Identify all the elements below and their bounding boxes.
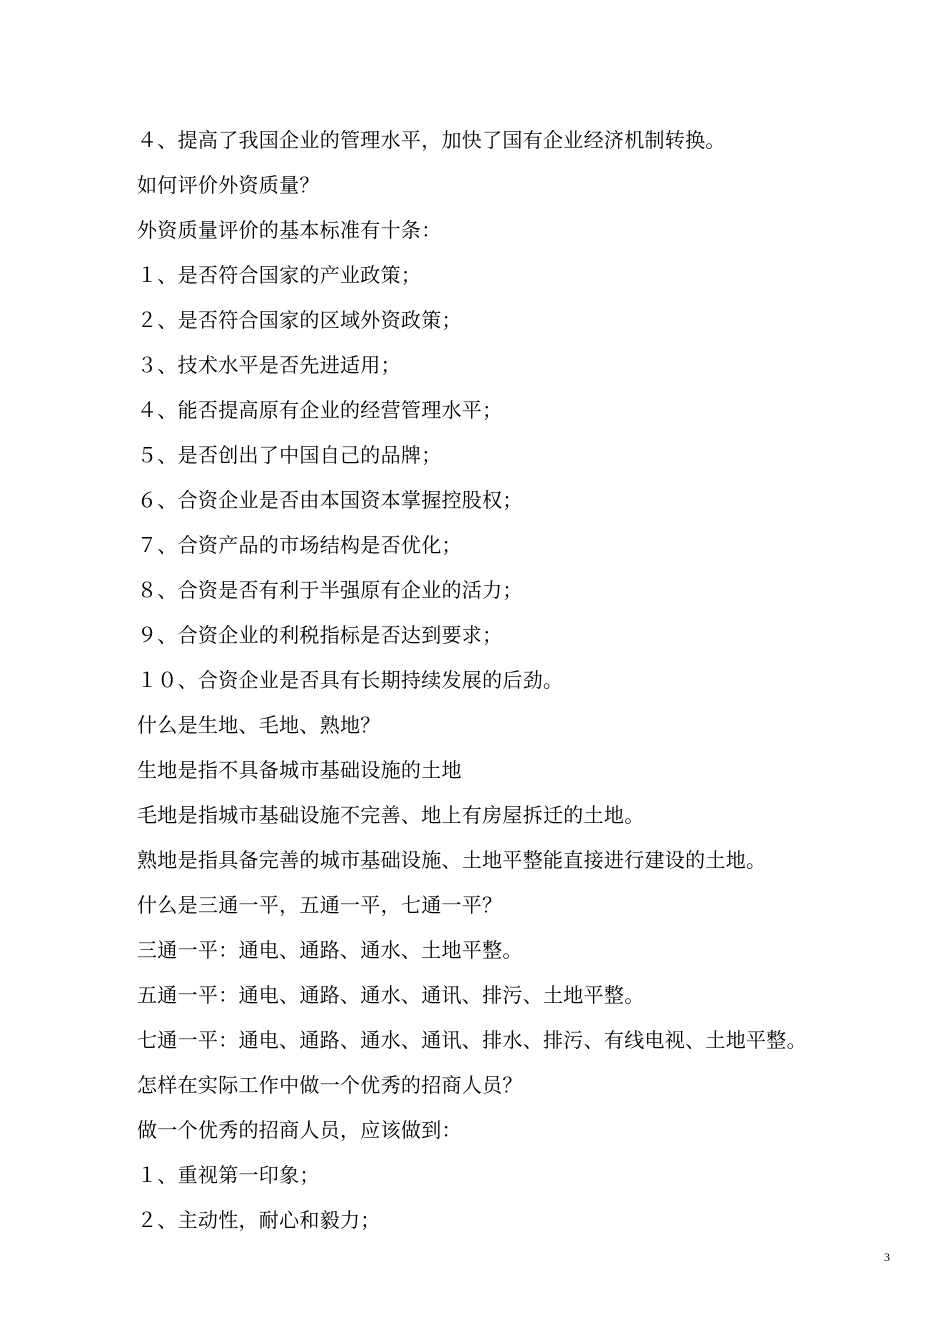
list-item: ２、是否符合国家的区域外资政策；: [137, 308, 462, 332]
list-item: １、是否符合国家的产业政策；: [137, 263, 422, 287]
list-item: ３、技术水平是否先进适用；: [137, 353, 401, 377]
text-line: 毛地是指城市基础设施不完善、地上有房屋拆迁的土地。: [137, 803, 645, 827]
text-line: 生地是指不具备城市基础设施的土地: [137, 758, 462, 782]
document-body: [137, 118, 927, 1243]
list-item: ９、合资企业的利税指标是否达到要求；: [137, 623, 503, 647]
list-item: １、重视第一印象；: [137, 1163, 320, 1187]
text-line: 七通一平：通电、通路、通水、通讯、排水、排污、有线电视、土地平整。: [137, 1028, 807, 1052]
text-line: 三通一平：通电、通路、通水、土地平整。: [137, 938, 523, 962]
text-line: 熟地是指具备完善的城市基础设施、土地平整能直接进行建设的土地。: [137, 848, 767, 872]
list-item: ２、主动性，耐心和毅力；: [137, 1208, 381, 1232]
page-number: 3: [884, 1250, 890, 1264]
list-item: ５、是否创出了中国自己的品牌；: [137, 443, 442, 467]
text-line: 外资质量评价的基本标准有十条：: [137, 218, 442, 242]
list-item: １０、合资企业是否具有长期持续发展的后劲。: [137, 668, 564, 692]
list-item: ４、能否提高原有企业的经营管理水平；: [137, 398, 503, 422]
text-line: 做一个优秀的招商人员，应该做到：: [137, 1118, 462, 1142]
list-item: ８、合资是否有利于半强原有企业的活力；: [137, 578, 523, 602]
text-line: 五通一平：通电、通路、通水、通讯、排污、土地平整。: [137, 983, 645, 1007]
list-item: ７、合资产品的市场结构是否优化；: [137, 533, 462, 557]
question-heading: 什么是三通一平，五通一平，七通一平？: [137, 893, 503, 917]
question-heading: 如何评价外资质量？: [137, 173, 320, 197]
question-heading: 怎样在实际工作中做一个优秀的招商人员？: [137, 1073, 523, 1097]
question-heading: 什么是生地、毛地、熟地？: [137, 713, 381, 737]
text-line: ４、提高了我国企业的管理水平，加快了国有企业经济机制转换。: [137, 128, 726, 152]
list-item: ６、合资企业是否由本国资本掌握控股权；: [137, 488, 523, 512]
